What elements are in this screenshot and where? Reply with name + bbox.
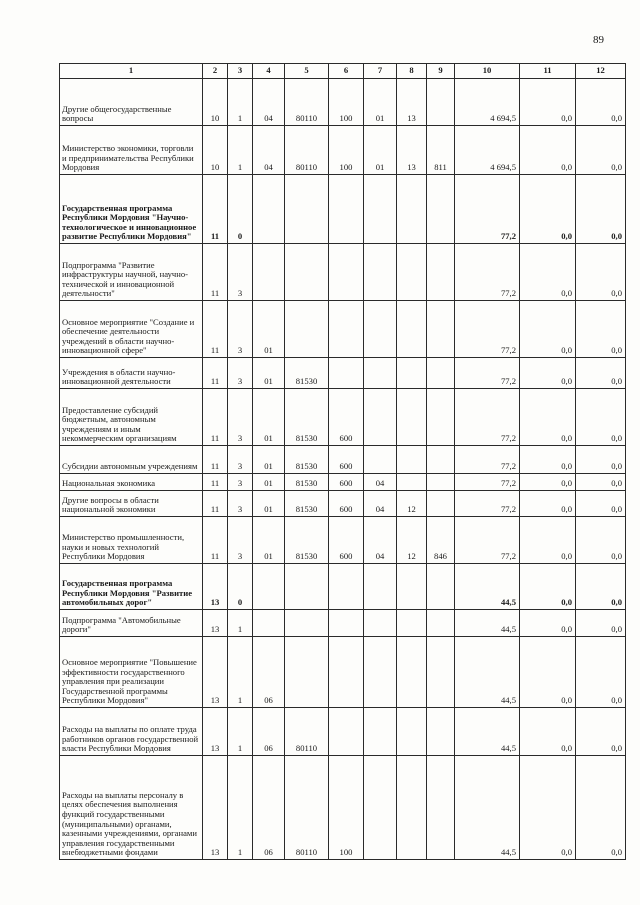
code-cell: 04 [253,126,285,175]
code-cell [285,610,329,637]
column-header: 6 [329,64,364,79]
code-cell: 04 [364,474,397,491]
column-header: 9 [427,64,455,79]
amount-cell: 0,0 [576,358,626,389]
code-cell: 600 [329,446,364,474]
code-cell: 12 [397,491,427,517]
code-cell: 81530 [285,491,329,517]
table-row [60,244,626,301]
amount-cell: 4 694,5 [455,79,520,126]
page-number: 89 [593,34,604,46]
code-cell: 12 [397,517,427,564]
code-cell: 13 [203,564,228,610]
amount-cell: 0,0 [576,756,626,860]
code-cell [427,358,455,389]
code-cell [364,610,397,637]
code-cell: 3 [228,491,253,517]
code-cell: 1 [228,756,253,860]
row-name-cell: Расходы на выплаты персоналу в целях обеспечения выполнения функций государственными (муниципальными) органами, казенными учреждениями, органами управления государственными внебюджетными фондами [60,756,203,860]
code-cell [364,358,397,389]
code-cell: 06 [253,637,285,708]
code-cell: 01 [364,79,397,126]
amount-cell: 77,2 [455,175,520,244]
code-cell: 04 [253,79,285,126]
code-cell: 01 [253,358,285,389]
code-cell [253,244,285,301]
table-row [60,79,626,126]
table-row [60,389,626,446]
amount-cell: 0,0 [576,637,626,708]
code-cell [427,301,455,358]
row-name-cell: Подпрограмма "Автомобильные дороги" [60,610,203,637]
code-cell: 811 [427,126,455,175]
code-cell [427,564,455,610]
column-header: 5 [285,64,329,79]
code-cell [397,301,427,358]
code-cell: 06 [253,756,285,860]
column-header: 7 [364,64,397,79]
row-name-cell: Министерство промышленности, науки и новых технологий Республики Мордовия [60,517,203,564]
code-cell: 01 [253,517,285,564]
code-cell [329,301,364,358]
code-cell: 3 [228,474,253,491]
code-cell: 13 [203,637,228,708]
code-cell [329,708,364,756]
amount-cell: 44,5 [455,610,520,637]
code-cell [427,175,455,244]
header-row [60,64,626,79]
table-row [60,301,626,358]
amount-cell: 0,0 [520,708,576,756]
code-cell [285,637,329,708]
code-cell: 06 [253,708,285,756]
amount-cell: 0,0 [520,175,576,244]
code-cell: 3 [228,517,253,564]
code-cell [285,244,329,301]
row-name-cell: Национальная экономика [60,474,203,491]
code-cell: 600 [329,389,364,446]
code-cell: 11 [203,517,228,564]
code-cell [397,564,427,610]
code-cell [397,637,427,708]
table-row [60,446,626,474]
code-cell: 100 [329,79,364,126]
column-header: 1 [60,64,203,79]
code-cell: 11 [203,389,228,446]
code-cell: 01 [253,301,285,358]
code-cell [364,637,397,708]
table-row [60,474,626,491]
code-cell [397,610,427,637]
code-cell: 3 [228,389,253,446]
code-cell: 13 [203,708,228,756]
code-cell: 11 [203,175,228,244]
table-row [60,358,626,389]
code-cell: 81530 [285,446,329,474]
code-cell [329,564,364,610]
code-cell: 100 [329,756,364,860]
table-row [60,756,626,860]
amount-cell: 0,0 [520,126,576,175]
amount-cell: 0,0 [576,491,626,517]
row-name-cell: Учреждения в области научно-инновационной деятельности [60,358,203,389]
amount-cell: 77,2 [455,491,520,517]
amount-cell: 0,0 [520,756,576,860]
amount-cell: 0,0 [520,79,576,126]
code-cell [427,637,455,708]
code-cell: 01 [364,126,397,175]
code-cell: 04 [364,517,397,564]
amount-cell: 44,5 [455,637,520,708]
amount-cell: 44,5 [455,708,520,756]
code-cell: 13 [203,756,228,860]
code-cell [397,389,427,446]
code-cell: 600 [329,517,364,564]
row-name-cell: Государственная программа Республики Мордовия "Развитие автомобильных дорог" [60,564,203,610]
code-cell: 81530 [285,517,329,564]
row-name-cell: Расходы на выплаты по оплате труда работников органов государственной власти Республики Мордовия [60,708,203,756]
code-cell [253,610,285,637]
code-cell [427,474,455,491]
column-header: 12 [576,64,626,79]
amount-cell: 0,0 [520,474,576,491]
budget-table [59,63,626,860]
code-cell [329,244,364,301]
amount-cell: 0,0 [576,517,626,564]
code-cell [364,446,397,474]
amount-cell: 77,2 [455,301,520,358]
code-cell: 1 [228,126,253,175]
table-row [60,610,626,637]
amount-cell: 77,2 [455,446,520,474]
amount-cell: 0,0 [576,474,626,491]
code-cell: 10 [203,126,228,175]
code-cell [427,756,455,860]
code-cell: 80110 [285,79,329,126]
code-cell: 11 [203,491,228,517]
code-cell: 3 [228,301,253,358]
amount-cell: 0,0 [576,564,626,610]
amount-cell: 4 694,5 [455,126,520,175]
amount-cell: 0,0 [576,175,626,244]
column-header: 4 [253,64,285,79]
amount-cell: 77,2 [455,358,520,389]
column-header: 11 [520,64,576,79]
code-cell: 11 [203,358,228,389]
column-header: 8 [397,64,427,79]
amount-cell: 0,0 [520,358,576,389]
code-cell [329,637,364,708]
column-header: 3 [228,64,253,79]
table-row [60,637,626,708]
code-cell: 13 [397,79,427,126]
amount-cell: 44,5 [455,564,520,610]
amount-cell: 0,0 [576,610,626,637]
code-cell [364,175,397,244]
code-cell: 0 [228,175,253,244]
code-cell: 3 [228,446,253,474]
code-cell: 01 [253,446,285,474]
code-cell: 3 [228,358,253,389]
amount-cell: 0,0 [576,389,626,446]
row-name-cell: Другие общегосударственные вопросы [60,79,203,126]
code-cell: 100 [329,126,364,175]
amount-cell: 0,0 [576,244,626,301]
amount-cell: 77,2 [455,244,520,301]
table-row [60,517,626,564]
amount-cell: 0,0 [576,708,626,756]
code-cell: 04 [364,491,397,517]
code-cell [285,175,329,244]
code-cell [427,491,455,517]
code-cell: 3 [228,244,253,301]
table-row [60,126,626,175]
code-cell [329,175,364,244]
code-cell [397,244,427,301]
code-cell: 11 [203,244,228,301]
amount-cell: 0,0 [520,564,576,610]
code-cell: 1 [228,708,253,756]
amount-cell: 0,0 [520,491,576,517]
code-cell [364,564,397,610]
code-cell: 13 [203,610,228,637]
code-cell: 1 [228,637,253,708]
code-cell: 80110 [285,126,329,175]
code-cell [397,474,427,491]
code-cell [427,79,455,126]
code-cell [329,610,364,637]
code-cell: 600 [329,474,364,491]
code-cell [364,301,397,358]
amount-cell: 0,0 [520,637,576,708]
amount-cell: 0,0 [520,446,576,474]
code-cell [427,446,455,474]
code-cell [397,756,427,860]
row-name-cell: Основное мероприятие "Создание и обеспечение деятельности учреждений в области научно-инновационной сфере" [60,301,203,358]
code-cell: 11 [203,446,228,474]
code-cell: 600 [329,491,364,517]
table-row [60,491,626,517]
code-cell [285,564,329,610]
code-cell [253,175,285,244]
code-cell [364,244,397,301]
table-row [60,175,626,244]
code-cell: 10 [203,79,228,126]
code-cell [397,708,427,756]
row-name-cell: Подпрограмма "Развитие инфраструктуры научной, научно-технической и инновационной деятельности" [60,244,203,301]
code-cell [427,708,455,756]
code-cell: 1 [228,610,253,637]
amount-cell: 44,5 [455,756,520,860]
amount-cell: 0,0 [576,446,626,474]
code-cell: 0 [228,564,253,610]
row-name-cell: Другие вопросы в области национальной экономики [60,491,203,517]
code-cell: 846 [427,517,455,564]
code-cell [427,610,455,637]
code-cell: 81530 [285,358,329,389]
code-cell: 13 [397,126,427,175]
code-cell [364,389,397,446]
amount-cell: 77,2 [455,474,520,491]
code-cell: 11 [203,301,228,358]
row-name-cell: Государственная программа Республики Мордовия "Научно-технологическое и инновационное развитие Республики Мордовия" [60,175,203,244]
row-name-cell: Министерство экономики, торговли и предпринимательства Республики Мордовия [60,126,203,175]
amount-cell: 0,0 [520,389,576,446]
code-cell: 01 [253,474,285,491]
table-row [60,564,626,610]
code-cell [427,389,455,446]
code-cell [397,446,427,474]
amount-cell: 0,0 [520,301,576,358]
code-cell: 1 [228,79,253,126]
column-header: 2 [203,64,228,79]
amount-cell: 0,0 [520,610,576,637]
row-name-cell: Основное мероприятие "Повышение эффективности государственного управления при реализации Государственной программы Республики Мордовия" [60,637,203,708]
amount-cell: 0,0 [520,517,576,564]
code-cell [253,564,285,610]
code-cell: 11 [203,474,228,491]
code-cell: 01 [253,389,285,446]
code-cell: 80110 [285,756,329,860]
code-cell: 81530 [285,474,329,491]
code-cell [427,244,455,301]
amount-cell: 77,2 [455,517,520,564]
code-cell [364,756,397,860]
code-cell: 01 [253,491,285,517]
amount-cell: 0,0 [576,301,626,358]
code-cell: 80110 [285,708,329,756]
amount-cell: 77,2 [455,389,520,446]
code-cell [397,175,427,244]
column-header: 10 [455,64,520,79]
amount-cell: 0,0 [576,79,626,126]
code-cell: 81530 [285,389,329,446]
amount-cell: 0,0 [520,244,576,301]
row-name-cell: Предоставление субсидий бюджетным, автономным учреждениям и иным некоммерческим организациям [60,389,203,446]
code-cell [329,358,364,389]
code-cell [364,708,397,756]
code-cell [397,358,427,389]
code-cell [285,301,329,358]
row-name-cell: Субсидии автономным учреждениям [60,446,203,474]
amount-cell: 0,0 [576,126,626,175]
table-row [60,708,626,756]
